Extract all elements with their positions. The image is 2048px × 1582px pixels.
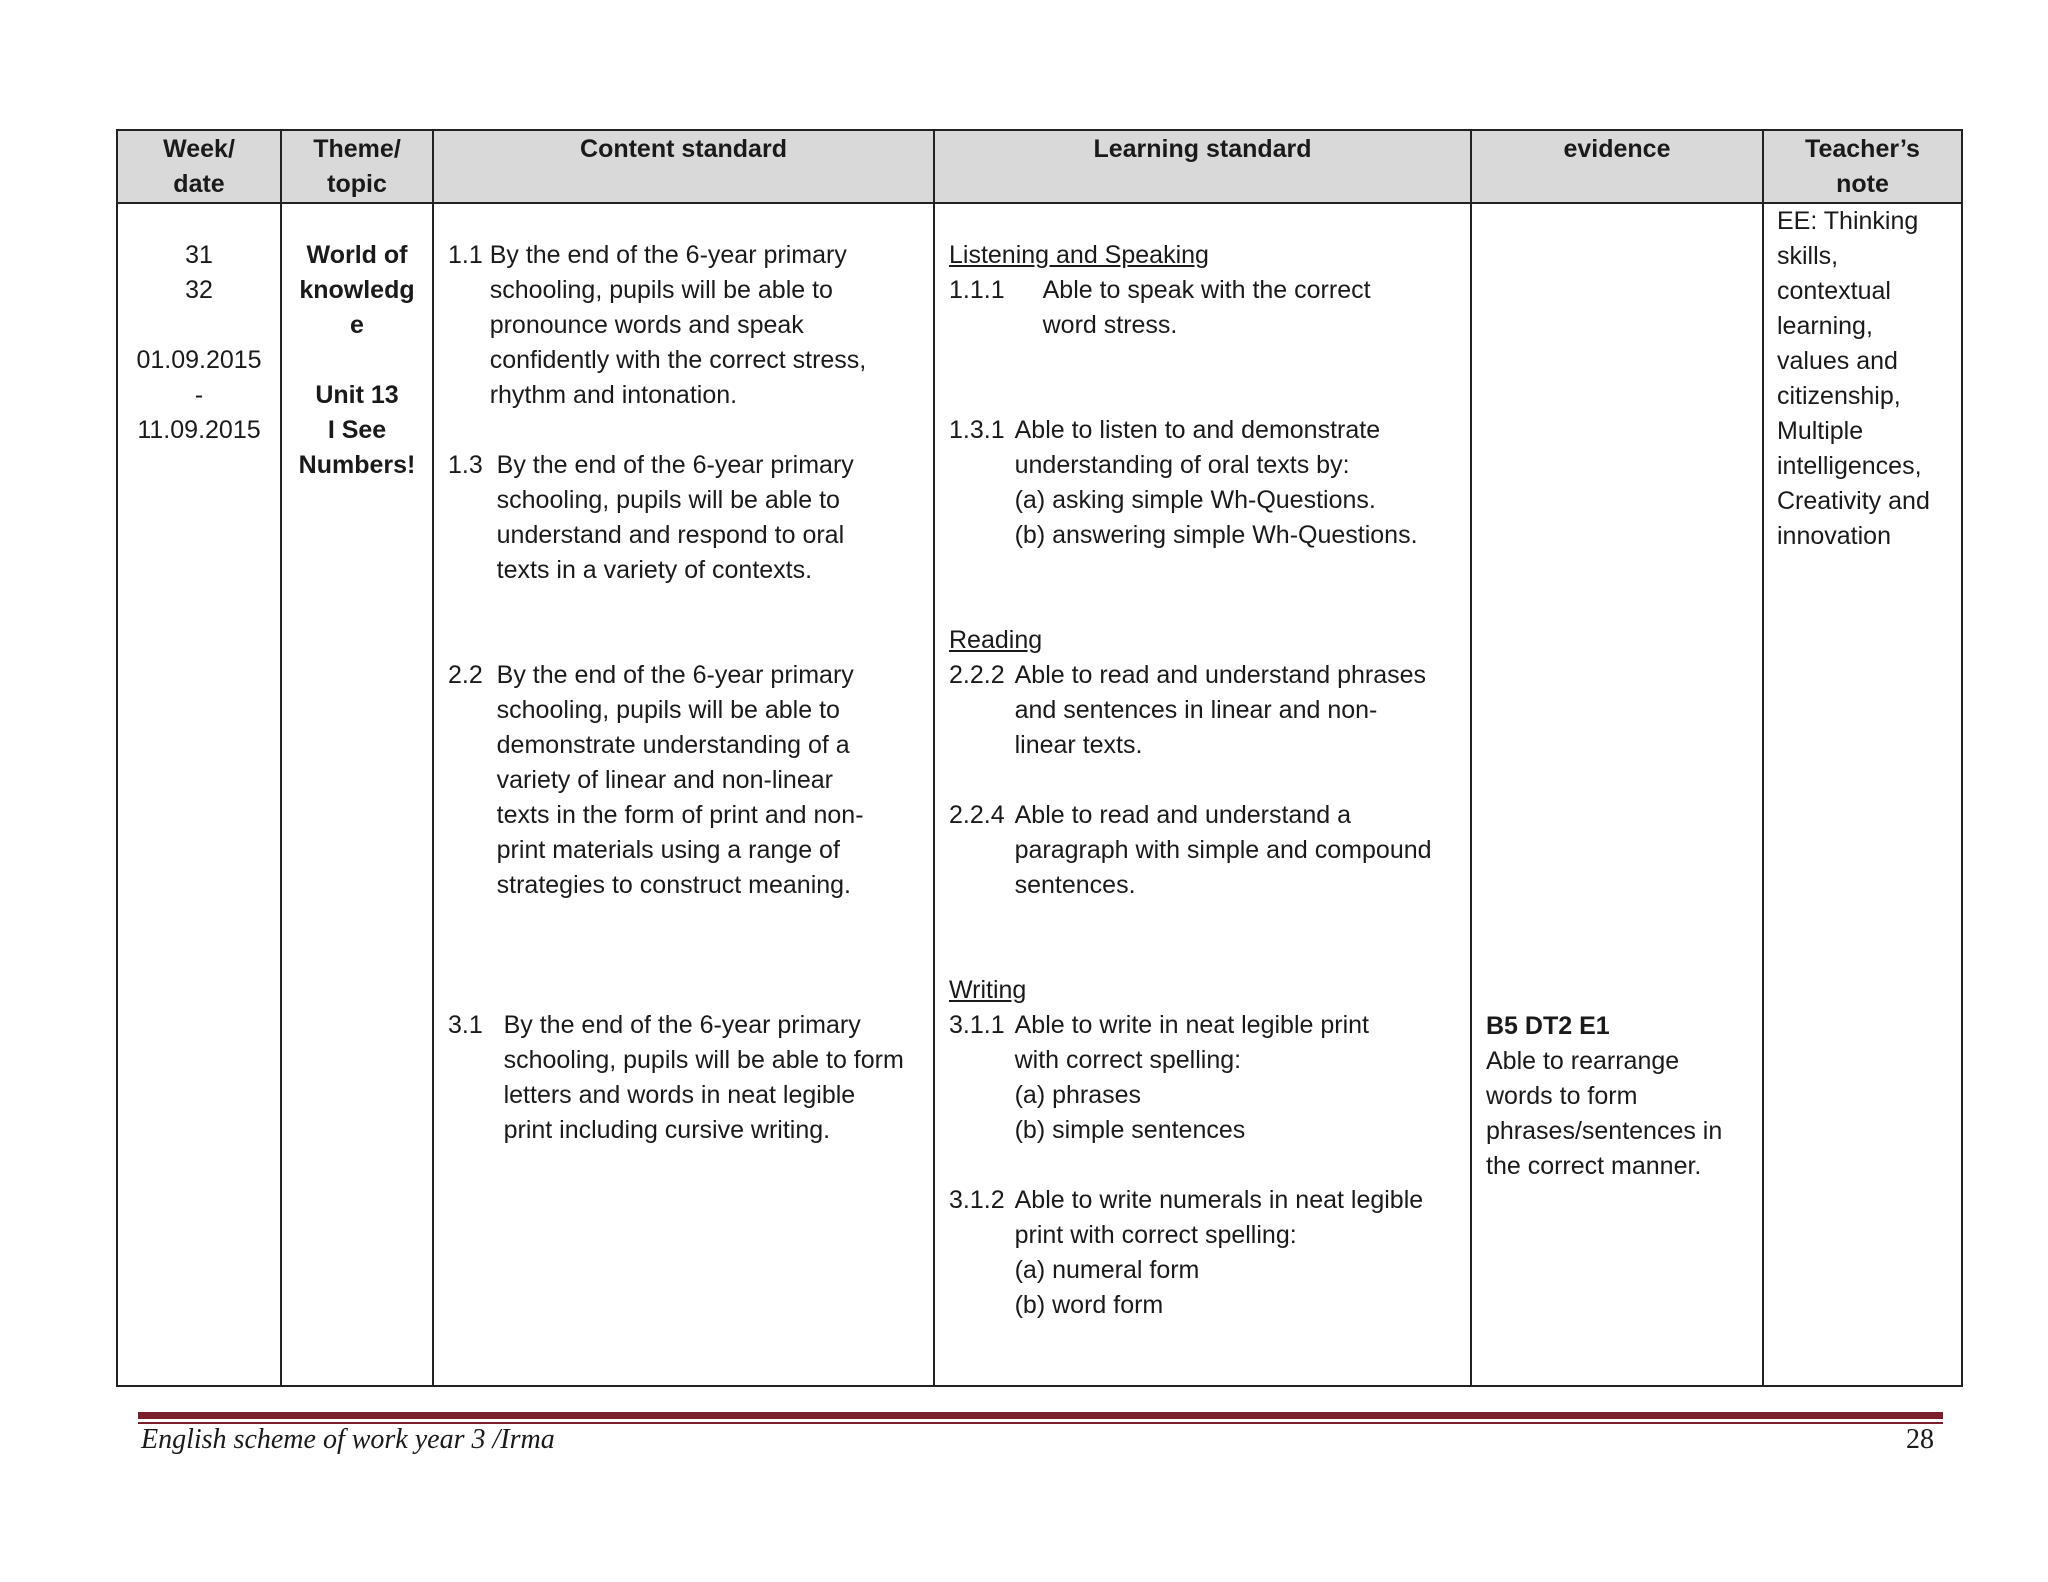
learning-standard-3-1-1: 3.1.1 Able to write in neat legible print with correct spelling: (a) phrases (b) simple sentences [949,1011,1369,1144]
page-number: 28 [1906,1424,1934,1455]
header-evidence: evidence [1471,130,1763,203]
writing-heading: Writing [949,976,1027,1004]
learning-standard-cell [934,203,1471,1386]
content-standard-1-3: 1.3 By the end of the 6-year primary schooling, pupils will be able to understand and respond to oral texts in a variety of contexts. [448,451,854,584]
learning-standard-1-1-1: 1.1.1 Able to speak with the correct word stress. [949,276,1371,339]
learning-standard-2-2-4: 2.2.4 Able to read and understand a paragraph with simple and compound sentences. [949,801,1432,899]
week-date-cell: 31 32 01.09.2015 - 11.09.2015 [117,203,281,1386]
content-standard-cell [433,203,934,1386]
learning-standard-3-1-2: 3.1.2 Able to write numerals in neat legible print with correct spelling: (a) numeral form (b) word form [949,1186,1424,1319]
scheme-of-work-table [116,129,1963,1387]
reading-heading: Reading [949,626,1043,654]
content-standard-2-2: 2.2 By the end of the 6-year primary schooling, pupils will be able to demonstrate understanding of a variety of linear and non-linear texts in the form of print and non- print materials using a range of strategies to construct meaning. [448,661,864,899]
evidence-code: B5 DT2 E1 [1486,1012,1610,1040]
theme-topic-cell: World of knowledg e Unit 13 I See Numbers! [281,203,433,1386]
footer-divider [138,1412,1943,1424]
learning-standard-2-2-2: 2.2.2 Able to read and understand phrases and sentences in linear and non- linear texts. [949,661,1427,759]
content-standard-1-1: 1.1 By the end of the 6-year primary schooling, pupils will be able to pronounce words and speak confidently with the correct stress, rhythm and intonation. [448,241,867,409]
listening-speaking-heading: Listening and Speaking [949,241,1209,269]
content-standard-3-1: 3.1 By the end of the 6-year primary schooling, pupils will be able to form letters and words in neat legible print including cursive writing. [448,1011,904,1144]
header-teachers-note: Teacher’s note [1763,130,1962,203]
header-theme-topic: Theme/ topic [281,130,433,203]
learning-standard-1-3-1: 1.3.1 Able to listen to and demonstrate understanding of oral texts by: (a) asking simple Wh-Questions. (b) answering simple Wh-Questions. [949,416,1418,549]
header-week-date: Week/ date [117,130,281,203]
teachers-note-cell: EE: Thinking skills, contextual learning, values and citizenship, Multiple intelligences, Creativity and innovation [1763,203,1962,1386]
header-learning-standard: Learning standard [934,130,1471,203]
table-row [117,203,1962,1386]
header-content-standard: Content standard [433,130,934,203]
table-header-row [117,130,1962,203]
evidence-cell: B5 DT2 E1 Able to rearrange words to form phrases/sentences in the correct manner. [1471,203,1763,1386]
footer-title: English scheme of work year 3 /Irma [141,1424,555,1455]
